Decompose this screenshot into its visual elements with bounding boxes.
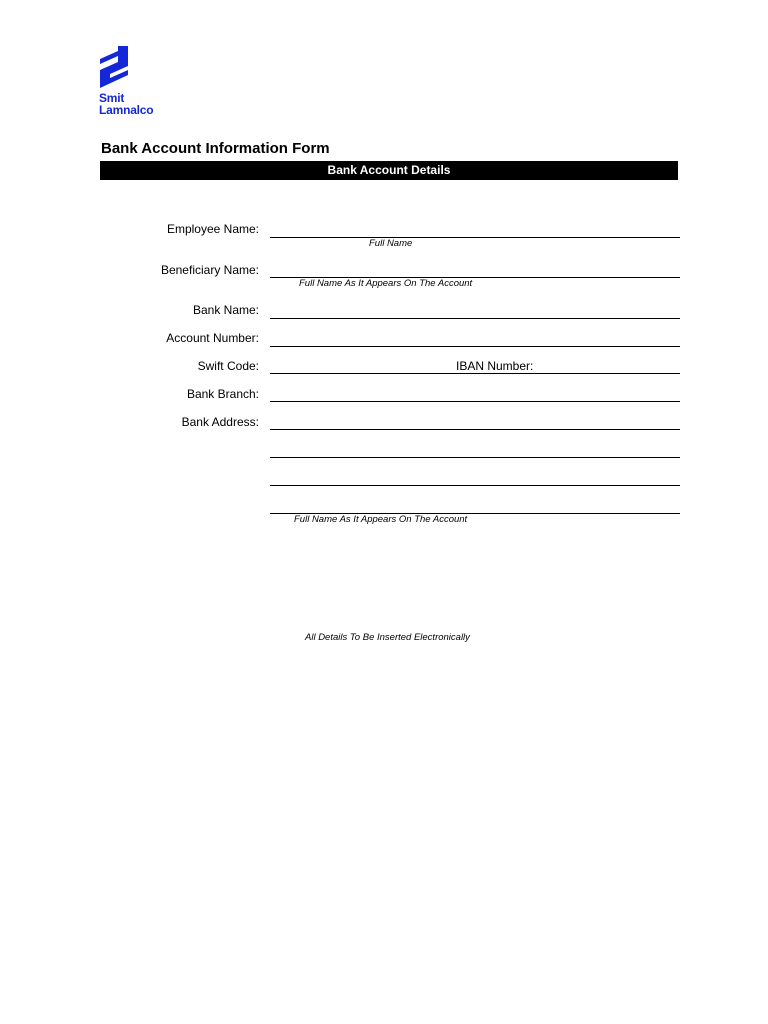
bank-address-line-3[interactable] bbox=[270, 485, 680, 486]
bank-address-line-1[interactable] bbox=[270, 429, 680, 430]
logo-mark-icon bbox=[98, 45, 130, 89]
section-header-bar bbox=[100, 161, 678, 180]
swift-code-field[interactable] bbox=[270, 373, 456, 374]
employee-name-field[interactable] bbox=[270, 237, 680, 238]
bank-address-hint: Full Name As It Appears On The Account bbox=[294, 514, 468, 525]
employee-name-hint: Full Name bbox=[369, 238, 413, 249]
employee-name-label: Employee Name: bbox=[166, 222, 259, 236]
logo-text-line2: Lamnalco bbox=[99, 103, 154, 117]
form-title: Bank Account Information Form bbox=[101, 140, 330, 157]
iban-number-label: IBAN Number: bbox=[456, 359, 534, 373]
account-number-label: Account Number: bbox=[166, 331, 259, 345]
footer-note: All Details To Be Inserted Electronically bbox=[305, 632, 470, 643]
bank-address-label: Bank Address: bbox=[181, 415, 259, 429]
account-number-field[interactable] bbox=[270, 346, 680, 347]
bank-name-label: Bank Name: bbox=[192, 303, 259, 317]
bank-branch-field[interactable] bbox=[270, 401, 680, 402]
beneficiary-name-hint: Full Name As It Appears On The Account bbox=[299, 278, 473, 289]
bank-name-field[interactable] bbox=[270, 318, 680, 319]
company-logo bbox=[98, 45, 168, 117]
bank-address-line-2[interactable] bbox=[270, 457, 680, 458]
beneficiary-name-label: Beneficiary Name: bbox=[160, 263, 259, 277]
logo-text-line1: Smit bbox=[99, 91, 125, 105]
bank-branch-label: Bank Branch: bbox=[186, 387, 259, 401]
iban-number-field[interactable] bbox=[456, 373, 680, 374]
swift-code-label: Swift Code: bbox=[197, 359, 259, 373]
section-title: Bank Account Details bbox=[327, 163, 451, 177]
